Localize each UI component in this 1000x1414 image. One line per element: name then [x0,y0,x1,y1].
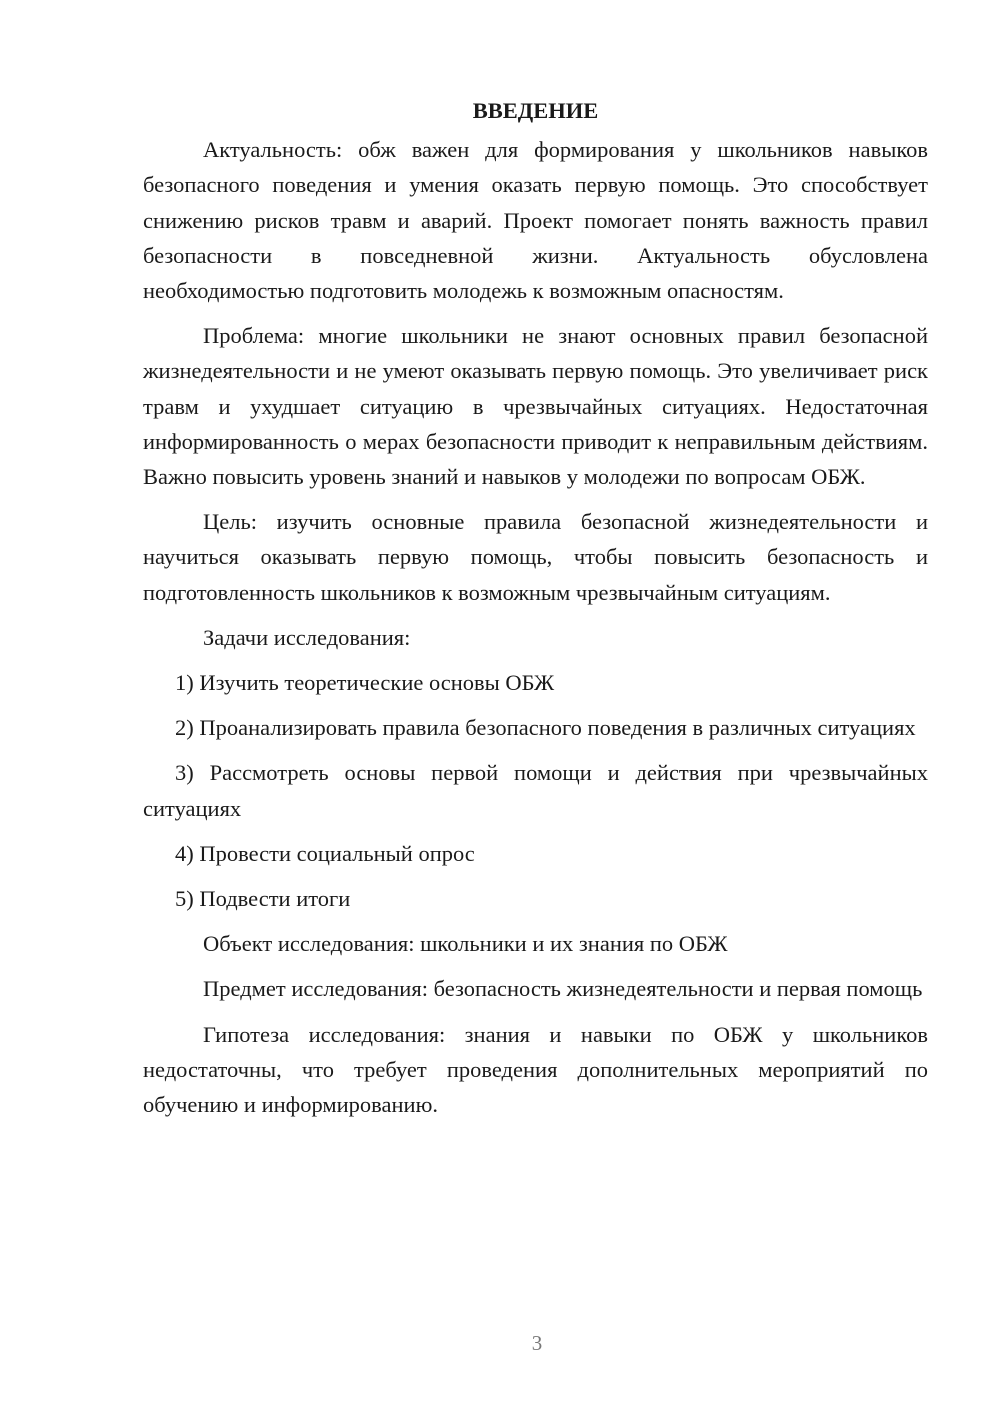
page-number: 3 [531,1331,543,1355]
page-content [143,93,928,1132]
paragraph-hypothesis: Гипотеза исследования: знания и навыки по ОБЖ у школьников недостаточны, что требует проведения дополнительных мероприятий по обучению и информированию. [143,1021,928,1118]
tasks-list [143,665,928,916]
list-item: 1) Изучить теоретические основы ОБЖ [175,670,555,696]
paragraph-subject: Предмет исследования: безопасность жизнедеятельности и первая помощь [203,976,923,1002]
paragraph-goal: Цель: изучить основные правила безопасной жизнедеятельности и научиться оказывать первую помощь, чтобы повысить безопасность и подготовленность школьников к возможным чрезвычайным ситуациям. [143,509,928,605]
list-item: 2) Проанализировать правила безопасного поведения в различных ситуациях [175,715,916,741]
paragraph-problem: Проблема: многие школьники не знают основных правил безопасной жизнедеятельности и не умеют оказывать первую помощь. Это увеличивает риск травм и ухудшает ситуацию в чрезвычайных ситуациях. Недостаточная информированность о мерах безопасности приводит к неправильным действиям. Важно повысить уровень знаний и навыков у молодежи по вопросам ОБЖ. [143,323,928,490]
page-title: ВВЕДЕНИЕ [472,98,599,123]
list-item: 3) Рассмотреть основы первой помощи и действия при чрезвычайных ситуациях [143,760,928,821]
list-item: 4) Провести социальный опрос [175,840,475,866]
paragraph-object: Объект исследования: школьники и их знания по ОБЖ [203,931,728,957]
tasks-heading: Задачи исследования: [203,624,411,650]
paragraph-relevance: Актуальность: обж важен для формирования у школьников навыков безопасного поведения и умения оказать первую помощь. Это способствует снижению рисков травм и аварий. Проект помогает понять важность правил безопасности в повседневной жизни. Актуальность обусловлена необходимостью подготовить молодежь к возможным опасностям. [143,137,928,304]
list-item: 5) Подвести итоги [175,886,351,912]
